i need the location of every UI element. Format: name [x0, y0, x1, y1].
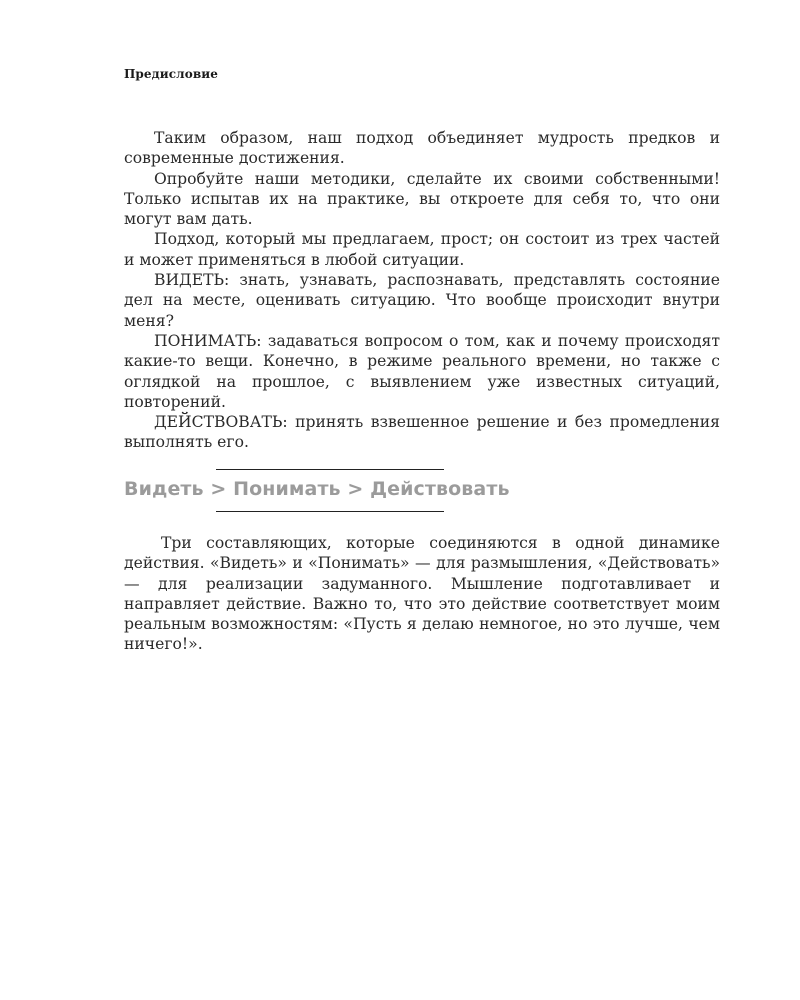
- paragraph: Таким образом, наш подход объединяет мудрость предков и современные достижения.: [124, 129, 720, 168]
- paragraph: Опробуйте наши методики, сделайте их своими собственными! Только испытав их на практике, вы откроете для себя то, что они могут вам дать.: [124, 169, 720, 229]
- paragraph: Три составляющих, которые соединяются в одной динамике действия. «Видеть» и «Понимать» — для размышления, «Действовать» — для реализации задуманного. Мышление подготавливает и направляет действие. Важно то, что это действие соответствует моим реальным возможностям: «Пусть я делаю немногое, но это лучше, чем ничего!».: [124, 534, 720, 654]
- section-heading: Видеть > Понимать > Действовать: [124, 478, 510, 500]
- paragraph: Подход, который мы предлагаем, прост; он состоит из трех частей и может применяться в любой ситуации.: [124, 230, 720, 269]
- heading-rule-bottom: [216, 511, 444, 512]
- paragraph: ДЕЙСТВОВАТЬ: принять взвешенное решение и без промедления выполнять его.: [124, 413, 720, 452]
- heading-rule-top: [216, 469, 444, 470]
- running-head: Предисловие: [124, 67, 219, 81]
- paragraph: ВИДЕТЬ: знать, узнавать, распознавать, представлять состояние дел на месте, оценивать ситуацию. Что вообще происходит внутри меня?: [124, 271, 720, 330]
- paragraph: ПОНИМАТЬ: задаваться вопросом о том, как и почему происходят какие-то вещи. Конечно, в режиме реального времени, но также с оглядкой на прошлое, с выявлением уже известных ситуаций, повторений.: [124, 331, 720, 411]
- body-text-section-2: [124, 533, 720, 655]
- body-text-section-1: [124, 128, 720, 453]
